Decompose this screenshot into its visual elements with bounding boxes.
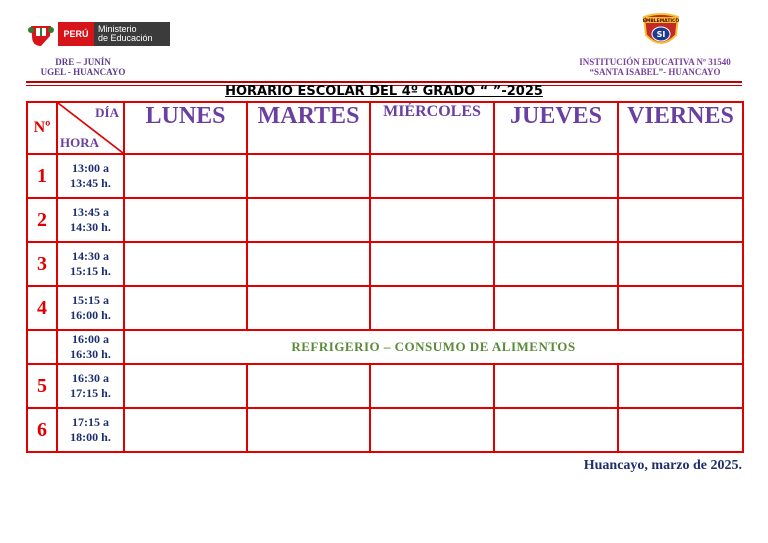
- slot-cell[interactable]: [618, 408, 743, 452]
- ministry-line2: de Educación: [98, 33, 153, 43]
- page-title: HORARIO ESCOLAR DEL 4º GRADO “ ”-2025: [225, 84, 543, 99]
- slot-cell[interactable]: [370, 242, 494, 286]
- table-row: [27, 242, 743, 286]
- emblem-top-text: EMBLEMÁTICO: [642, 19, 680, 24]
- slot-cell[interactable]: [494, 286, 618, 330]
- time-end: 17:15 h.: [70, 386, 111, 400]
- time-cell: [57, 330, 124, 364]
- day-header-lunes: LUNES: [124, 102, 247, 154]
- ministry-label: [94, 22, 170, 46]
- time-end: 18:00 h.: [70, 430, 111, 444]
- corner-cell: [57, 102, 124, 154]
- time-start: 13:00 a: [72, 161, 109, 175]
- slot-cell[interactable]: [247, 364, 370, 408]
- slot-cell[interactable]: [247, 286, 370, 330]
- time-cell: [57, 154, 124, 198]
- table-row: [27, 364, 743, 408]
- dre-label: DRE – JUNÍN: [55, 57, 111, 67]
- slot-cell[interactable]: [618, 364, 743, 408]
- slot-cell[interactable]: [618, 242, 743, 286]
- slot-cell[interactable]: [124, 198, 247, 242]
- time-cell: [57, 408, 124, 452]
- time-start: 15:15 a: [72, 293, 109, 307]
- table-row: [27, 286, 743, 330]
- slot-cell[interactable]: [124, 364, 247, 408]
- slot-cell[interactable]: [247, 154, 370, 198]
- slot-cell[interactable]: [124, 286, 247, 330]
- slot-cell[interactable]: [247, 242, 370, 286]
- corner-hour-label: HORA: [60, 135, 99, 150]
- slot-cell[interactable]: [124, 242, 247, 286]
- row-number: 6: [27, 408, 57, 452]
- time-start: 14:30 a: [72, 249, 109, 263]
- minedu-logo: [28, 20, 174, 48]
- time-end: 14:30 h.: [70, 220, 111, 234]
- ministry-line1: Ministerio: [98, 24, 137, 34]
- table-row: [27, 408, 743, 452]
- time-end: 16:00 h.: [70, 308, 111, 322]
- table-row: [27, 198, 743, 242]
- slot-cell[interactable]: [370, 154, 494, 198]
- row-number: 2: [27, 198, 57, 242]
- time-start: 16:30 a: [72, 371, 109, 385]
- school-name-label: INSTITUCIÓN EDUCATIVA Nº 31540: [579, 57, 731, 67]
- row-number: [27, 330, 57, 364]
- ugel-label: UGEL - HUANCAYO: [40, 67, 126, 77]
- break-label: REFRIGERIO – CONSUMO DE ALIMENTOS: [124, 330, 743, 364]
- slot-cell[interactable]: [247, 198, 370, 242]
- emblem-mid-text: SI: [656, 30, 666, 39]
- day-header-viernes: VIERNES: [618, 102, 743, 154]
- table-row: [27, 154, 743, 198]
- footer-date: Huancayo, marzo de 2025.: [583, 458, 742, 473]
- slot-cell[interactable]: [618, 198, 743, 242]
- header-row: [27, 102, 743, 154]
- slot-cell[interactable]: [370, 364, 494, 408]
- slot-cell[interactable]: [247, 408, 370, 452]
- row-number: 3: [27, 242, 57, 286]
- slot-cell[interactable]: [618, 286, 743, 330]
- header-rule: [26, 81, 742, 83]
- school-emblem-icon: [640, 13, 682, 49]
- slot-cell[interactable]: [124, 408, 247, 452]
- slot-cell[interactable]: [618, 154, 743, 198]
- time-start: 17:15 a: [72, 415, 109, 429]
- slot-cell[interactable]: [494, 198, 618, 242]
- school-location-label: “SANTA ISABEL”- HUANCAYO: [589, 67, 721, 77]
- time-end: 15:15 h.: [70, 264, 111, 278]
- day-header-miercoles: MIÉRCOLES: [370, 102, 494, 154]
- break-row: [27, 330, 743, 364]
- schedule-table: [26, 101, 744, 453]
- time-cell: [57, 286, 124, 330]
- num-header: Nº: [27, 102, 57, 154]
- time-start: 13:45 a: [72, 205, 109, 219]
- time-end: 16:30 h.: [70, 347, 111, 361]
- day-header-jueves: JUEVES: [494, 102, 618, 154]
- time-end: 13:45 h.: [70, 176, 111, 190]
- peru-coat-of-arms-icon: [28, 22, 54, 46]
- row-number: 1: [27, 154, 57, 198]
- slot-cell[interactable]: [494, 242, 618, 286]
- time-cell: [57, 198, 124, 242]
- time-start: 16:00 a: [72, 332, 109, 346]
- slot-cell[interactable]: [494, 408, 618, 452]
- row-number: 4: [27, 286, 57, 330]
- time-cell: [57, 364, 124, 408]
- slot-cell[interactable]: [124, 154, 247, 198]
- corner-day-label: DÍA: [95, 105, 119, 120]
- slot-cell[interactable]: [370, 408, 494, 452]
- time-cell: [57, 242, 124, 286]
- peru-label: PERÚ: [58, 22, 94, 46]
- day-header-martes: MARTES: [247, 102, 370, 154]
- row-number: 5: [27, 364, 57, 408]
- slot-cell[interactable]: [494, 364, 618, 408]
- slot-cell[interactable]: [494, 154, 618, 198]
- slot-cell[interactable]: [370, 286, 494, 330]
- slot-cell[interactable]: [370, 198, 494, 242]
